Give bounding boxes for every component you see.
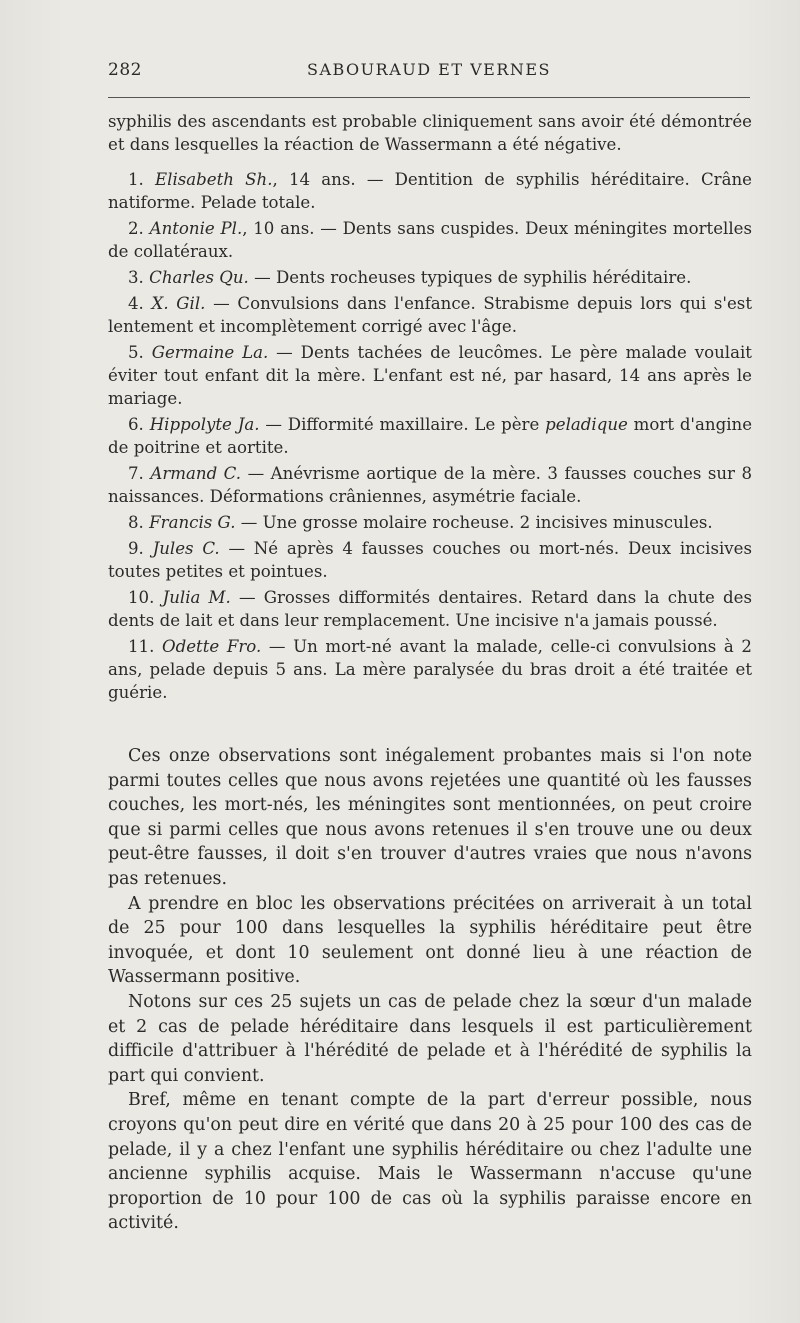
patient-name: Charles Qu. (149, 268, 249, 287)
observation-text: — Dents rocheuses typiques de syphilis héréditaire. (248, 268, 692, 287)
observation-number: 3. (128, 268, 144, 287)
observation-4 (108, 292, 752, 338)
observation-text: — Difformité maxillaire. Le père (259, 415, 546, 434)
patient-name: Jules C. (152, 539, 220, 558)
observation-text: — Dents tachées de leucômes. Le père malade voulait éviter tout enfant dit la mère. L'enfant est né, par hasard, 14 ans après le mariage. (108, 343, 752, 408)
patient-name: Antonie Pl. (149, 219, 243, 238)
observation-10 (108, 586, 752, 632)
patient-name: Francis G. (149, 513, 236, 532)
observation-1 (108, 168, 752, 214)
paragraph-bref: Bref, même en tenant compte de la part d'erreur possible, nous croyons qu'on peut dire en vérité que dans 20 à 25 pour 100 des cas de pelade, il y a chez l'enfant une syphilis héréditaire ou chez l'adulte une ancienne syphilis acquise. Mais le Wassermann n'accuse qu'une proportion de 10 pour 100 de cas où la syphilis paraisse encore en activité. (108, 1090, 752, 1234)
emphasized-word: peladique (545, 415, 628, 434)
paragraph-onze-observations: Ces onze observations sont inégalement probantes mais si l'on note parmi toutes celles que nous avons rejetées une quantité où les fausses couches, les mort-nés, les méningites sont mentionnées, on peut croire que si parmi celles que nous avons retenues il s'en trouve une ou deux peut-être fausses, il doit s'en trouver d'autres vraies que nous n'avons pas retenues. (108, 746, 752, 889)
patient-name: Julia M. (162, 588, 231, 607)
header-rule (108, 97, 750, 98)
observation-number: 7. (128, 464, 144, 483)
observation-text: — Convulsions dans l'enfance. Strabisme depuis lors qui s'est lentement et incomplètement corrigé avec l'âge. (108, 294, 752, 336)
paragraph-notons: Notons sur ces 25 sujets un cas de pelade chez la sœur d'un malade et 2 cas de pelade héréditaire dans lesquels il est particulièrement difficile d'attribuer à l'hérédité de pelade et à l'hérédité de syphilis la part qui convient. (108, 991, 752, 1086)
observation-text: — Anévrisme aortique de la mère. 3 fausses couches sur 8 naissances. Déformations crâniennes, asymétrie faciale. (108, 464, 753, 506)
patient-name: X. Gil. (151, 294, 206, 313)
observation-2 (108, 217, 752, 263)
observation-9 (108, 537, 752, 583)
observation-text: , 10 ans. — Dents sans cuspides. Deux méningites mortelles de collatéraux. (108, 219, 752, 261)
patient-name: Elisabeth Sh. (155, 170, 273, 189)
observation-number: 9. (128, 539, 144, 558)
observation-text: — Né après 4 fausses couches ou mort-nés. Deux incisives toutes petites et pointues. (108, 539, 752, 581)
observation-number: 11. (128, 637, 155, 656)
observation-number: 5. (128, 343, 144, 362)
intro-paragraph: syphilis des ascendants est probable cliniquement sans avoir été démontrée et dans lesquelles la réaction de Wassermann a été négative. (108, 112, 752, 154)
running-head: SABOURAUD ET VERNES (306, 60, 552, 79)
observation-number: 1. (128, 170, 144, 189)
patient-name: Odette Fro. (162, 637, 262, 656)
observation-7 (108, 462, 752, 508)
observation-number: 8. (128, 513, 144, 532)
observation-text: — Un mort-né avant la malade, celle-ci convulsions à 2 ans, pelade depuis 5 ans. La mère paralysée du bras droit a été traitée et guérie. (108, 637, 752, 702)
patient-name: Armand C. (150, 464, 242, 483)
observation-number: 2. (128, 219, 144, 238)
observation-11 (108, 635, 752, 704)
observation-number: 4. (128, 294, 144, 313)
page-number: 282 (108, 60, 142, 80)
page-header (108, 58, 750, 88)
observation-text: — Grosses difformités dentaires. Retard dans la chute des dents de lait et dans leur remplacement. Une incisive n'a jamais poussé. (108, 588, 752, 630)
observation-6 (108, 413, 752, 459)
patient-name: Hippolyte Ja. (149, 415, 260, 434)
patient-name: Germaine La. (151, 343, 269, 362)
observation-text: , 14 ans. — Dentition de syphilis héréditaire. Crâne natiforme. Pelade totale. (108, 170, 752, 212)
observation-text-continued: mort d'angine de poitrine et aortite. (108, 415, 753, 457)
observation-3 (108, 266, 752, 289)
observation-8 (108, 511, 752, 534)
observation-number: 6. (128, 415, 144, 434)
observation-text: — Une grosse molaire rocheuse. 2 incisives minuscules. (235, 513, 713, 532)
body-text (108, 110, 752, 1236)
observation-5 (108, 341, 752, 410)
paragraph-a-prendre-en-bloc: A prendre en bloc les observations précitées on arriverait à un total de 25 pour 100 dans lesquelles la syphilis héréditaire peut être invoquée, et dont 10 seulement ont donné lieu à une réaction de Wassermann positive. (108, 893, 752, 988)
observation-number: 10. (128, 588, 155, 607)
